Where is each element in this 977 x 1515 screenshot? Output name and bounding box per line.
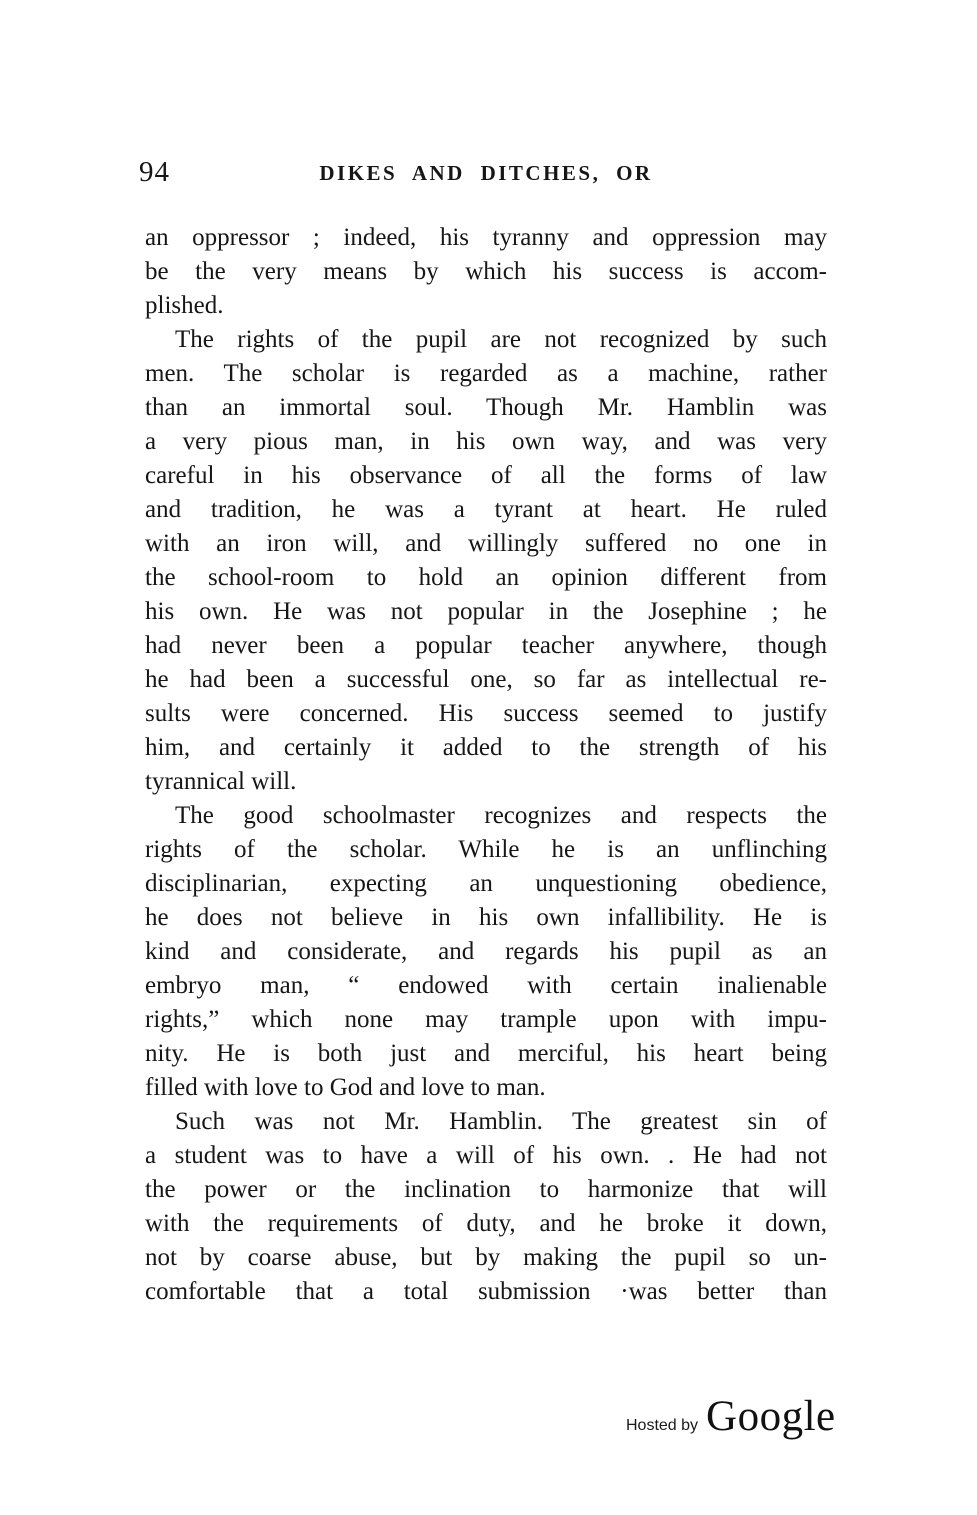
text-line: rights,” which none may trample upon with impu- <box>145 1006 827 1033</box>
paragraph <box>145 221 827 323</box>
text-line: sults were concerned. His success seemed to justify <box>145 700 827 727</box>
text-line: tyrannical will. <box>145 768 297 795</box>
text-line: plished. <box>145 292 224 319</box>
text-line: had never been a popular teacher anywhere, though <box>145 632 827 659</box>
text-line: a student was to have a will of his own. . He had not <box>145 1142 827 1169</box>
text-line: The rights of the pupil are not recognized by such <box>175 326 827 353</box>
paragraph <box>145 799 827 1105</box>
text-line: an oppressor ; indeed, his tyranny and oppression may <box>145 224 827 251</box>
text-line: be the very means by which his success is accom- <box>145 258 827 285</box>
text-line: Such was not Mr. Hamblin. The greatest sin of <box>175 1108 827 1135</box>
text-line: a very pious man, in his own way, and was very <box>145 428 827 455</box>
text-line: than an immortal soul. Though Mr. Hamblin was <box>145 394 827 421</box>
text-line: comfortable that a total submission ·was better than <box>145 1278 827 1305</box>
text-line: he does not believe in his own infallibility. He is <box>145 904 827 931</box>
text-line: with the requirements of duty, and he broke it down, <box>145 1210 827 1237</box>
text-line: with an iron will, and willingly suffered no one in <box>145 530 827 557</box>
text-line: disciplinarian, expecting an unquestioning obedience, <box>145 870 827 897</box>
text-line: the school-room to hold an opinion different from <box>145 564 827 591</box>
running-title: DIKES AND DITCHES, OR <box>319 161 653 185</box>
text-line: kind and considerate, and regards his pupil as an <box>145 938 827 965</box>
text-line: and tradition, he was a tyrant at heart. He ruled <box>145 496 827 523</box>
text-line: his own. He was not popular in the Josephine ; he <box>145 598 827 625</box>
paragraph <box>145 1105 827 1309</box>
text-line: nity. He is both just and merciful, his heart being <box>145 1040 827 1067</box>
text-line: him, and certainly it added to the strength of his <box>145 734 827 761</box>
paragraph <box>145 323 827 799</box>
text-line: men. The scholar is regarded as a machine, rather <box>145 360 827 387</box>
text-line: the power or the inclination to harmonize that will <box>145 1176 827 1203</box>
text-line: careful in his observance of all the forms of law <box>145 462 827 489</box>
text-line: he had been a successful one, so far as intellectual re- <box>145 666 827 693</box>
text-line: The good schoolmaster recognizes and respects the <box>175 802 827 829</box>
google-logo: Google <box>706 1393 836 1440</box>
page-footer <box>626 1392 836 1441</box>
text-line: not by coarse abuse, but by making the pupil so un- <box>145 1244 827 1271</box>
page-number: 94 <box>139 156 170 188</box>
text-line: rights of the scholar. While he is an unflinching <box>145 836 827 863</box>
hosted-by-label: Hosted by <box>626 1417 699 1434</box>
text-line: embryo man, “ endowed with certain inalienable <box>145 972 827 999</box>
text-line: filled with love to God and love to man. <box>145 1074 546 1101</box>
page-body <box>145 221 827 1309</box>
